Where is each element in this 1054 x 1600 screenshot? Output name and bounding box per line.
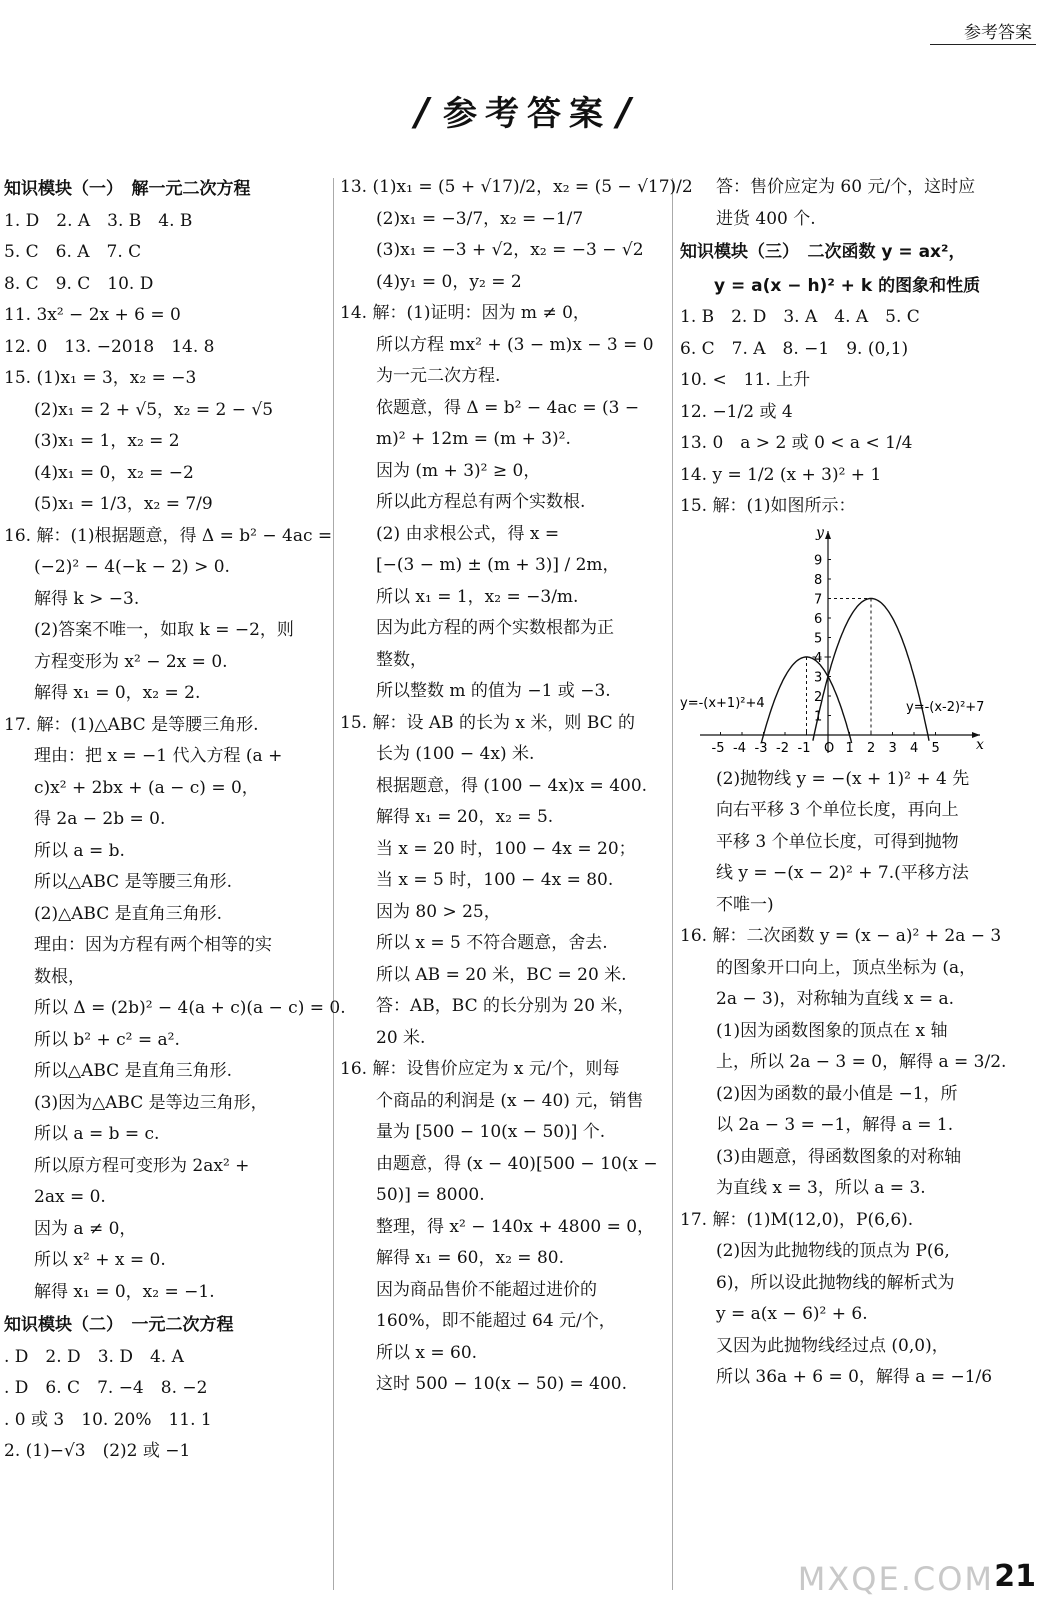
answer-line: 17. 解：(1)M(12,0)，P(6,6). — [680, 1209, 914, 1230]
y-axis-name: y — [816, 524, 824, 541]
curve-label-1: y=-(x+1)²+4 — [680, 695, 765, 711]
answer-column-1 — [4, 172, 346, 1468]
answer-line: 20 米. — [376, 1027, 426, 1048]
answer-line: 所以方程 mx² + (3 − m)x − 3 = 0 — [376, 334, 654, 355]
answer-line: (3)由题意，得函数图象的对称轴 — [716, 1146, 962, 1167]
banner-title: 参考答案 — [443, 94, 611, 134]
section-heading: 知识模块（一） 解一元二次方程 — [4, 179, 251, 199]
parabola-svg — [680, 525, 1000, 760]
answer-line: (2) 由求根公式，得 x = — [376, 523, 560, 544]
answer-line: 个商品的利润是 (x − 40) 元，销售 — [376, 1090, 644, 1111]
answer-line: (5)x₁ = 1/3，x₂ = 7/9 — [34, 494, 213, 514]
answer-line: 13. 0 a > 2 或 0 < a < 1/4 — [680, 433, 913, 453]
answer-line: 6)，所以设此抛物线的解析式为 — [716, 1272, 955, 1293]
x-tick-label: 2 — [867, 740, 876, 756]
answer-line: 5. C 6. A 7. C — [4, 242, 142, 262]
answer-line: (2)抛物线 y = −(x + 1)² + 4 先 — [716, 768, 970, 789]
watermark: MXQE.COM — [797, 1560, 994, 1598]
answer-line: 又因为此抛物线经过点 (0,0)， — [716, 1335, 949, 1356]
answer-column-2 — [340, 172, 693, 1401]
answer-line: 解得 k > −3. — [34, 588, 140, 609]
column-divider — [672, 178, 673, 1590]
answer-line: (2)x₁ = 2 + √5，x₂ = 2 − √5 — [34, 399, 274, 420]
answer-line: 这时 500 − 10(x − 50) = 400. — [376, 1374, 627, 1394]
curve-label-2: y=-(x-2)²+7 — [906, 699, 985, 715]
answer-line: 8. C 9. C 10. D — [4, 273, 154, 294]
answer-line: 答：售价应定为 60 元/个，这时应 — [716, 177, 976, 197]
answer-line: 所以 AB = 20 米，BC = 20 米. — [376, 964, 627, 985]
x-tick-label: -5 — [711, 740, 725, 756]
y-tick-label: 7 — [814, 592, 823, 607]
answer-line: 14. y = 1/2 (x + 3)² + 1 — [680, 464, 882, 485]
x-axis-name: x — [976, 736, 984, 753]
answer-line: 所以原方程可变形为 2ax² + — [34, 1155, 250, 1176]
banner-slash-left: / — [415, 90, 437, 134]
answer-line: (3)因为△ABC 是等边三角形， — [34, 1092, 268, 1113]
answer-line: 因为商品售价不能超过进价的 — [376, 1279, 597, 1300]
answer-line: 因为 (m + 3)² ≥ 0， — [376, 460, 541, 481]
y-tick-label: 9 — [814, 553, 823, 568]
answer-line: (−2)² − 4(−k − 2) > 0. — [34, 557, 230, 577]
answer-line: 根据题意，得 (100 − 4x)x = 400. — [376, 775, 648, 796]
answer-line: (2)答案不唯一，如取 k = −2，则 — [34, 620, 294, 640]
answer-line: (2)x₁ = −3/7，x₂ = −1/7 — [376, 208, 584, 229]
answer-line: 13. (1)x₁ = (5 + √17)/2，x₂ = (5 − √17)/2 — [340, 177, 693, 197]
y-tick-label: 1 — [814, 709, 823, 724]
page-banner — [0, 86, 1054, 135]
answer-line: 12. −1/2 或 4 — [680, 401, 793, 422]
answer-line: 2a − 3)，对称轴为直线 x = a. — [716, 989, 955, 1009]
answer-line: 量为 [500 − 10(x − 50)] 个. — [376, 1122, 606, 1142]
answer-line: 15. 解：(1)如图所示： — [680, 496, 856, 516]
answer-line: 为直线 x = 3，所以 a = 3. — [716, 1178, 926, 1198]
x-tick-label: -4 — [733, 740, 746, 756]
answer-line: 所以整数 m 的值为 −1 或 −3. — [376, 681, 611, 701]
section-heading: 知识模块（二） 一元二次方程 — [4, 1315, 234, 1335]
answer-line: 16. 解：(1)根据题意，得 Δ = b² − 4ac = — [4, 525, 333, 546]
answer-line: 14. 解：(1)证明：因为 m ≠ 0， — [340, 303, 590, 323]
answer-line: 所以 x = 5 不符合题意，舍去. — [376, 933, 608, 953]
answer-line: 所以 36a + 6 = 0，解得 a = −1/6 — [716, 1367, 993, 1387]
x-tick-label: -2 — [776, 740, 789, 756]
answer-line: 因为 80 > 25， — [376, 901, 501, 922]
answer-line: 所以 Δ = (2b)² − 4(a + c)(a − c) = 0. — [34, 998, 346, 1018]
answer-line: 17. 解：(1)△ABC 是等腰三角形. — [4, 714, 259, 735]
answer-line: 所以△ABC 是直角三角形. — [34, 1061, 232, 1081]
answer-line: (4)x₁ = 0，x₂ = −2 — [34, 462, 194, 483]
page-number: 21 — [994, 1559, 1036, 1594]
x-tick-label: -1 — [797, 740, 811, 756]
answer-line: (2)因为此抛物线的顶点为 P(6, — [716, 1241, 950, 1261]
answer-line: 理由：把 x = −1 代入方程 (a + — [34, 746, 283, 766]
answer-line: 10. < 11. 上升 — [680, 370, 811, 390]
header-rule — [930, 44, 1036, 45]
answer-line: 所以 a = b = c. — [34, 1124, 160, 1144]
y-tick-label: 3 — [814, 670, 823, 685]
header-tag: 参考答案 — [964, 23, 1032, 43]
answer-line: 当 x = 5 时，100 − 4x = 80. — [376, 870, 614, 890]
answer-line: 因为 a ≠ 0， — [34, 1218, 137, 1239]
answer-line: 解得 x₁ = 0，x₂ = 2. — [34, 683, 201, 703]
answer-line: 整数， — [376, 649, 427, 670]
y-tick-label: 5 — [814, 631, 823, 646]
answer-line: . D 6. C 7. −4 8. −2 — [4, 1378, 208, 1398]
answer-line: (2)△ABC 是直角三角形. — [34, 903, 223, 924]
answer-line: 12. 0 13. −2018 14. 8 — [4, 336, 215, 357]
answer-line: (3)x₁ = 1，x₂ = 2 — [34, 431, 180, 451]
answer-line: 160%，即不能超过 64 元/个， — [376, 1311, 616, 1331]
answer-line: 15. (1)x₁ = 3，x₂ = −3 — [4, 368, 197, 388]
x-tick-label: 4 — [910, 740, 919, 756]
y-tick-label: 2 — [814, 689, 823, 705]
answer-line: m)² + 12m = (m + 3)². — [376, 429, 571, 449]
answer-line: [−(3 − m) ± (m + 3)] / 2m， — [376, 555, 620, 575]
column-divider — [333, 178, 334, 1590]
y-tick-label: 8 — [814, 572, 823, 588]
answer-line: 解得 x₁ = 60，x₂ = 80. — [376, 1248, 564, 1268]
answer-line: 2ax = 0. — [34, 1187, 106, 1207]
answer-line: 16. 解：二次函数 y = (x − a)² + 2a − 3 — [680, 926, 1002, 946]
answer-line: (1)因为函数图象的顶点在 x 轴 — [716, 1020, 948, 1041]
answer-line: 平移 3 个单位长度，可得到抛物 — [716, 831, 959, 852]
answer-line: 因为此方程的两个实数根都为正 — [376, 618, 614, 638]
answer-line: 当 x = 20 时，100 − 4x = 20； — [376, 838, 636, 859]
column-3-top — [680, 172, 1010, 523]
answer-line: 所以 x = 60. — [376, 1342, 478, 1363]
answer-line: 整理，得 x² − 140x + 4800 = 0， — [376, 1216, 655, 1237]
answer-line: 16. 解：设售价应定为 x 元/个，则每 — [340, 1059, 620, 1079]
answer-line: 进货 400 个. — [716, 208, 816, 229]
answer-line: 所以 x₁ = 1，x₂ = −3/m. — [376, 586, 579, 607]
answer-line: 所以△ABC 是等腰三角形. — [34, 872, 232, 892]
answer-line: c)x² + 2bx + (a − c) = 0， — [34, 777, 259, 798]
answer-line: (4)y₁ = 0，y₂ = 2 — [376, 271, 522, 292]
answer-line: 所以 x² + x = 0. — [34, 1250, 166, 1270]
x-tick-label: O — [824, 740, 835, 756]
answer-line: 的图象开口向上，顶点坐标为 (a， — [716, 957, 977, 978]
y-tick-label: 6 — [814, 611, 823, 627]
answer-line: 线 y = −(x − 2)² + 7.(平移方法 — [716, 863, 969, 883]
answer-line: 1. D 2. A 3. B 4. B — [4, 210, 193, 231]
answer-line: 1. B 2. D 3. A 4. A 5. C — [680, 307, 920, 327]
y-tick-label: 4 — [814, 650, 823, 666]
answer-line: 11. 3x² − 2x + 6 = 0 — [4, 305, 181, 325]
answer-line: . 0 或 3 10. 20% 11. 1 — [4, 1409, 212, 1430]
answer-line: 15. 解：设 AB 的长为 x 米，则 BC 的 — [340, 712, 636, 733]
banner-slash-right: / — [617, 90, 639, 134]
answer-line: 方程变形为 x² − 2x = 0. — [34, 651, 228, 672]
answer-column-3 — [680, 172, 1010, 1394]
answer-line: 答：AB，BC 的长分别为 20 米， — [376, 996, 635, 1016]
answer-line: 6. C 7. A 8. −1 9. (0,1) — [680, 338, 909, 359]
answer-line: (3)x₁ = −3 + √2，x₂ = −3 − √2 — [376, 240, 644, 260]
answer-line: 所以 b² + c² = a². — [34, 1029, 180, 1050]
answer-line: 所以此方程总有两个实数根. — [376, 492, 586, 512]
answer-line: . D 2. D 3. D 4. A — [4, 1346, 184, 1367]
parabola-graph — [680, 525, 1000, 760]
answer-line: 为一元二次方程. — [376, 366, 501, 386]
answer-line: 不唯一) — [716, 894, 774, 915]
answer-line: 理由：因为方程有两个相等的实 — [34, 935, 272, 955]
answer-line: 所以 a = b. — [34, 840, 125, 861]
x-tick-label: 5 — [931, 740, 940, 756]
answer-line: 长为 (100 − 4x) 米. — [376, 744, 535, 764]
section-heading: y = a(x − h)² + k 的图象和性质 — [680, 275, 981, 296]
answer-line: 向右平移 3 个单位长度，再向上 — [716, 800, 959, 820]
x-tick-label: 1 — [845, 740, 854, 756]
answer-line: 2. (1)−√3 (2)2 或 −1 — [4, 1441, 191, 1461]
answer-line: 解得 x₁ = 20，x₂ = 5. — [376, 807, 554, 827]
x-tick-label: 3 — [888, 740, 897, 756]
answer-line: 解得 x₁ = 0，x₂ = −1. — [34, 1281, 215, 1302]
answer-line: (2)因为函数的最小值是 −1，所 — [716, 1083, 958, 1104]
answer-line: y = a(x − 6)² + 6. — [716, 1304, 868, 1324]
answer-line: 得 2a − 2b = 0. — [34, 809, 166, 829]
answer-line: 由题意，得 (x − 40)[500 − 10(x − — [376, 1153, 658, 1174]
answer-line: 上，所以 2a − 3 = 0，解得 a = 3/2. — [716, 1052, 1007, 1072]
x-tick-label: -3 — [754, 740, 768, 756]
answer-line: 以 2a − 3 = −1，解得 a = 1. — [716, 1115, 954, 1135]
section-heading: 知识模块（三） 二次函数 y = ax²， — [680, 242, 966, 262]
answer-line: 依题意，得 Δ = b² − 4ac = (3 − — [376, 397, 640, 418]
column-3-bottom — [680, 764, 1010, 1394]
answer-line: 50)] = 8000. — [376, 1185, 485, 1205]
y-axis-arrow — [825, 531, 831, 539]
answer-line: 数根， — [34, 966, 85, 987]
